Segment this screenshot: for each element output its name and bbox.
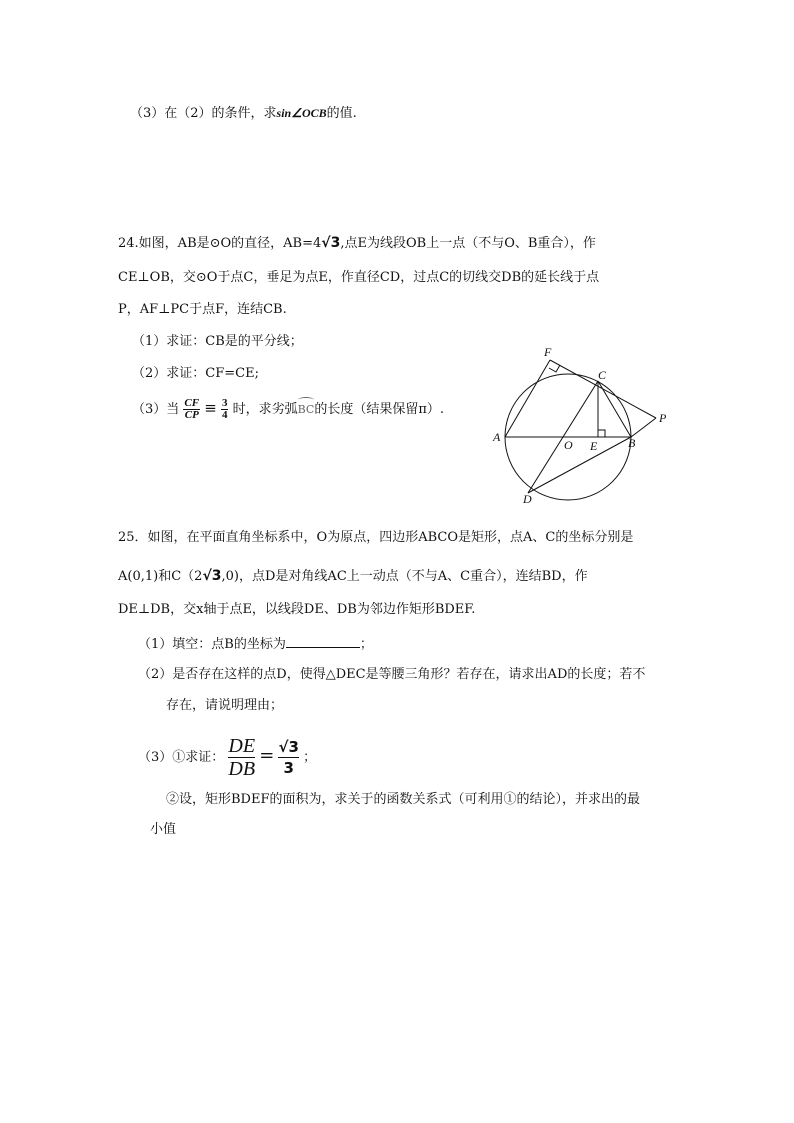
segment-db xyxy=(528,437,631,493)
label-f: F xyxy=(544,345,552,359)
q25-val-num: √3 xyxy=(278,738,299,756)
q24-arc-bc: BC xyxy=(298,400,315,420)
right-angle-f xyxy=(549,365,560,372)
q25-line2-b: ,0)，点D是对角线AC上一动点（不与A、C重合），连结BD，作 xyxy=(221,569,588,584)
label-a: A xyxy=(493,430,501,444)
label-e: E xyxy=(590,439,598,453)
q25-sqrt3-over-3 xyxy=(278,737,298,778)
q24-ratio-num: CF xyxy=(184,397,200,409)
q24-ratio-eq: ≡ xyxy=(204,399,217,417)
label-c: C xyxy=(598,368,607,382)
q25-de-db-fraction xyxy=(228,735,255,780)
q23-part3-prefix: （3）在（2）的条件，求 xyxy=(130,106,277,121)
label-b: B xyxy=(628,436,636,450)
q24-part3-c: 的长度（结果保留π）. xyxy=(314,402,445,417)
q24-part2: （2）求证：CF=CE; xyxy=(132,366,259,381)
q25-part3-2-line1: ②设，矩形BDEF的面积为，求关于的函数关系式（可利用①的结论），并求出的最 xyxy=(166,792,640,807)
q24-value-num: 3 xyxy=(221,397,228,409)
q24-line2: CE⊥OB，交⊙O于点C，垂足为点E，作直径CD，过点C的切线交DB的延长线于点 xyxy=(118,270,600,285)
q23-part3-suffix: 的值. xyxy=(326,106,357,121)
segment-af xyxy=(505,360,550,437)
q25-val-den: 3 xyxy=(283,759,294,777)
q24-part3-a: （3）当 xyxy=(132,402,180,417)
q25-frac-eq: = xyxy=(259,745,275,766)
q24-sqrt3: √3 xyxy=(321,235,341,251)
q24-ratio-den: CP xyxy=(184,409,199,421)
q25-line3: DE⊥DB，交x轴于点E，以线段DE、DB为邻边作矩形BDEF. xyxy=(118,602,476,617)
q25-line2-a: A(0,1)和C（2 xyxy=(118,569,203,584)
q24-value-fraction xyxy=(221,398,229,421)
label-p: P xyxy=(659,411,667,425)
q25-part1-b: ； xyxy=(359,637,373,652)
q24-part3-b: 时，求劣弧 xyxy=(232,402,298,417)
q25-sqrt3: √3 xyxy=(202,568,222,584)
q25-frac-num: DE xyxy=(228,735,256,757)
label-d: D xyxy=(523,492,532,505)
q25-part3-2-line2: 小值 xyxy=(150,822,177,837)
segment-bp xyxy=(631,418,656,437)
q25-part2-line2: 存在，请说明理由； xyxy=(166,698,284,713)
q24-line1 xyxy=(118,233,596,254)
q24-circle-figure xyxy=(488,343,678,505)
q25-line1: 25．如图，在平面直角坐标系中，O为原点，四边形ABCO是矩形，点A、C的坐标分别是 xyxy=(118,530,634,545)
q25-frac-den: DB xyxy=(228,758,256,780)
q23-part3 xyxy=(130,103,357,124)
q24-part1: （1）求证：CB是的平分线； xyxy=(132,334,303,349)
q25-part1 xyxy=(138,633,373,655)
q25-part2-line1: （2）是否存在这样的点D，使得△DEC是等腰三角形？若存在，请求出AD的长度；若不 xyxy=(138,667,646,682)
right-angle-e xyxy=(598,430,605,437)
q25-part3-end: ； xyxy=(303,750,317,765)
q25-line2 xyxy=(118,566,588,587)
q25-part3-label: （3）①求证： xyxy=(138,750,225,765)
q25-part3 xyxy=(138,731,316,783)
q24-line1-a: 24.如图，AB是⊙O的直径，AB=4 xyxy=(118,236,322,251)
answer-blank[interactable] xyxy=(286,633,360,648)
q24-line3: P，AF⊥PC于点F，连结CB. xyxy=(118,302,287,317)
q25-part1-a: （1）填空：点B的坐标为 xyxy=(138,637,286,652)
label-o: O xyxy=(564,438,573,452)
q24-part3 xyxy=(132,398,444,421)
q24-ratio-fraction xyxy=(183,398,200,421)
q24-value-den: 4 xyxy=(221,409,228,421)
q24-line1-b: ,点E为线段OB上一点（不与O、B重合），作 xyxy=(340,236,596,251)
q23-part3-expr: sin∠OCB xyxy=(276,106,327,120)
